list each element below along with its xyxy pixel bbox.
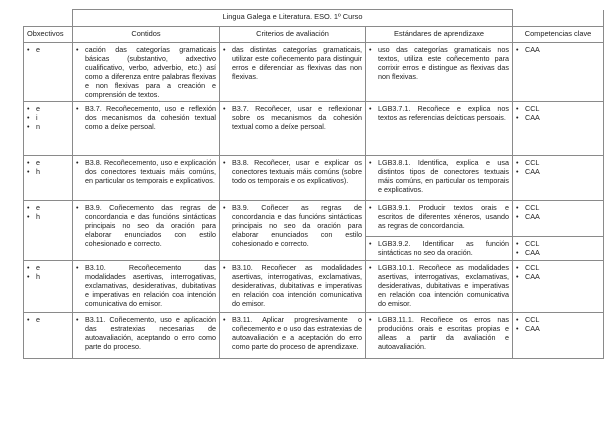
content-cell — [73, 313, 220, 359]
competences-list — [516, 239, 600, 257]
standard-text: • uso das categorías gramaticais nos textos, utiliza este coñecemento para corrixir erros e distingue as flexivas das non flexivas. — [369, 45, 509, 81]
competences-cell — [513, 43, 604, 102]
criteria-list — [223, 263, 362, 308]
competence-item: • CAA — [516, 248, 600, 257]
criteria-cell — [220, 156, 366, 201]
table-row — [24, 201, 604, 237]
competences-cell — [513, 102, 604, 156]
header-estandares: Estándares de aprendizaxe — [366, 27, 513, 43]
objective-item: • e — [27, 104, 69, 113]
criteria-list — [223, 45, 362, 81]
objectives-list — [27, 158, 69, 176]
content-text: • B3.8. Recoñecemento, uso e explicación dos conectores textuais máis comúns, en particular os temporais e explicativos. — [76, 158, 216, 185]
header-criterios: Criterios de avaliación — [220, 27, 366, 43]
objectives-cell — [24, 102, 73, 156]
competence-item: • CCL — [516, 239, 600, 248]
objectives-list — [27, 315, 69, 324]
standard-text: • LGB3.9.1. Producir textos orais e escritos de diferentes xéneros, usando as regras de concordancia. — [369, 203, 509, 230]
standard-cell — [366, 313, 513, 359]
competences-list — [516, 315, 600, 333]
table-row — [24, 156, 604, 201]
criteria-text: • B3.10. Recoñecer as modalidades asertivas, interrogativas, exclamativas, desiderativas, dubitativas e imperativas en relación coa intención comunicativa do emisor. — [223, 263, 362, 308]
objectives-cell — [24, 43, 73, 102]
criteria-list — [223, 158, 362, 185]
table-row — [24, 102, 604, 156]
competence-item: • CCL — [516, 315, 600, 324]
content-cell — [73, 201, 220, 261]
criteria-list — [223, 104, 362, 131]
content-text: • B3.9. Coñecemento das regras de concordancia e das funcións sintácticas principais no seo da oración para elaborar enunciados con estilo cohesionado e correcto. — [76, 203, 216, 248]
content-text: • cación das categorías gramaticais básicas (substantivo, adxectivo cualificativo, verbo, adverbio, etc.) así como a diferenza entre palabras flexivas e non flexivas para a creación e comprensión de textos. — [76, 45, 216, 99]
content-list — [76, 158, 216, 185]
content-list — [76, 203, 216, 248]
standard-cell — [366, 156, 513, 201]
competences-list — [516, 104, 600, 122]
standard-text: • LGB3.8.1. Identifica, explica e usa distintos tipos de conectores textuais máis comúns, en particular os temporais e explicativos. — [369, 158, 509, 194]
criteria-text: • B3.11. Aplicar progresivamente o coñecemento e o uso das estratexias de autoavaliación e a aceptación do erro como parte do proceso de aprendizaxe. — [223, 315, 362, 351]
table-row — [24, 313, 604, 359]
header-contidos: Contidos — [73, 27, 220, 43]
title-spacer — [24, 10, 73, 27]
criteria-list — [223, 203, 362, 248]
content-list — [76, 315, 216, 351]
competence-item: • CCL — [516, 104, 600, 113]
objectives-cell — [24, 313, 73, 359]
competences-list — [516, 45, 600, 54]
standard-list — [369, 203, 509, 230]
standard-list — [369, 263, 509, 308]
objective-item: • h — [27, 272, 69, 281]
objective-item: • e — [27, 203, 69, 212]
competences-cell — [513, 201, 604, 237]
title-spacer-right — [513, 10, 604, 27]
standard-list — [369, 104, 509, 122]
criteria-text: • B3.7. Recoñecer, usar e reflexionar sobre os mecanismos da cohesión textual como a deíxe persoal. — [223, 104, 362, 131]
objectives-list — [27, 45, 69, 54]
criteria-cell — [220, 102, 366, 156]
standard-cell — [366, 102, 513, 156]
competence-item: • CAA — [516, 45, 600, 54]
criteria-list — [223, 315, 362, 351]
criteria-cell — [220, 201, 366, 261]
objective-item: • h — [27, 167, 69, 176]
content-cell — [73, 43, 220, 102]
standard-list — [369, 315, 509, 351]
objectives-cell — [24, 261, 73, 313]
objectives-list — [27, 104, 69, 131]
objective-item: • n — [27, 122, 69, 131]
standard-cell — [366, 237, 513, 261]
competence-item: • CAA — [516, 167, 600, 176]
competences-cell — [513, 237, 604, 261]
content-cell — [73, 261, 220, 313]
competence-item: • CCL — [516, 203, 600, 212]
criteria-cell — [220, 43, 366, 102]
standard-cell — [366, 261, 513, 313]
competence-item: • CAA — [516, 272, 600, 281]
content-list — [76, 104, 216, 131]
content-cell — [73, 102, 220, 156]
standard-list — [369, 239, 509, 257]
table-title: Lingua Galega e Literatura. ESO. 1º Curso — [73, 10, 513, 27]
standard-cell — [366, 201, 513, 237]
competences-list — [516, 203, 600, 221]
criteria-text: • B3.9. Coñecer as regras de concordancia e das funcións sintácticas principais no seo da oración para elaborar enunciados con estilo cohesionado e correcto. — [223, 203, 362, 248]
content-list — [76, 45, 216, 99]
criteria-cell — [220, 313, 366, 359]
curriculum-table — [23, 9, 604, 359]
table-row — [24, 43, 604, 102]
content-cell — [73, 156, 220, 201]
header-obxectivos: Obxectivos — [24, 27, 73, 43]
objectives-cell — [24, 201, 73, 261]
competences-list — [516, 263, 600, 281]
competence-item: • CCL — [516, 158, 600, 167]
objectives-cell — [24, 156, 73, 201]
objectives-list — [27, 203, 69, 221]
content-text: • B3.7. Recoñecemento, uso e reflexión dos mecanismos da cohesión textual como a deíxe persoal. — [76, 104, 216, 131]
header-competencias: Competencias clave — [513, 27, 604, 43]
criteria-cell — [220, 261, 366, 313]
competences-cell — [513, 156, 604, 201]
competence-item: • CAA — [516, 324, 600, 333]
objective-item: • h — [27, 212, 69, 221]
objective-item: • e — [27, 158, 69, 167]
competences-cell — [513, 313, 604, 359]
objective-item: • e — [27, 315, 69, 324]
competence-item: • CCL — [516, 263, 600, 272]
competence-item: • CAA — [516, 113, 600, 122]
standard-text: • LGB3.9.2. Identificar as función sintácticas no seo da oración. — [369, 239, 509, 257]
competence-item: • CAA — [516, 212, 600, 221]
competences-list — [516, 158, 600, 176]
objective-item: • e — [27, 263, 69, 272]
objective-item: • i — [27, 113, 69, 122]
standard-text: • LGB3.7.1. Recoñece e explica nos textos as referencias deícticas persoais. — [369, 104, 509, 122]
objectives-list — [27, 263, 69, 281]
content-list — [76, 263, 216, 308]
standard-text: • LGB3.11.1. Recoñece os erros nas producións orais e escritas propias e alleas a partir da avaliación e autoavaliación. — [369, 315, 509, 351]
table-row — [24, 261, 604, 313]
criteria-text: • B3.8. Recoñecer, usar e explicar os conectores textuais máis comúns (sobre todo os temporais e os explicativos). — [223, 158, 362, 185]
standard-text: • LGB3.10.1. Recoñece as modalidades asertivas, interrogativas, exclamativas, desiderativas, dubitativas e imperativas en relación coa intención comunicativa do emisor. — [369, 263, 509, 308]
competences-cell — [513, 261, 604, 313]
standard-list — [369, 158, 509, 194]
standard-cell — [366, 43, 513, 102]
standard-list — [369, 45, 509, 81]
objective-item: • e — [27, 45, 69, 54]
content-text: • B3.10. Recoñecemento das modalidades asertivas, interrogativas, exclamativas, desiderativas, dubitativas e imperativas en relación coa intención comunicativa do emisor. — [76, 263, 216, 308]
content-text: • B3.11. Coñecemento, uso e aplicación das estratexias necesarias de autoavaliación, aceptando o erro como parte do proceso. — [76, 315, 216, 351]
criteria-text: • das distintas categorías gramaticais, utilizar este coñecemento para distinguir erros e diferenciar as flexivas das non flexivas. — [223, 45, 362, 81]
